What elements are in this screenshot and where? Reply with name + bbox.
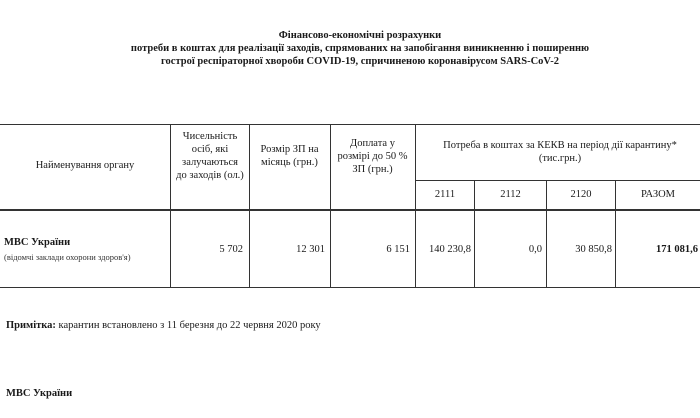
row-persons: 5 702 <box>219 244 243 255</box>
col-divider <box>249 124 250 287</box>
kekv-sub-rule <box>415 180 700 181</box>
header-bonus: Доплата у розмірі до 50 % ЗП (грн.) <box>337 138 408 175</box>
row-org-name: МВС України <box>4 237 71 248</box>
table-bottom-rule <box>0 287 700 288</box>
header-org: Найменування органу <box>35 160 135 171</box>
row-total: 171 081,6 <box>656 244 698 255</box>
col-divider <box>330 124 331 287</box>
title-line-2: потреби в коштах для реалізації заходів, спрямованих на запобігання виникненню і поширенню <box>130 43 590 54</box>
header-code-2112: 2112 <box>500 189 521 200</box>
header-bottom-rule <box>0 209 700 211</box>
header-persons: Чисельність осіб, які залучаються до заходів (ол.) <box>176 131 244 181</box>
header-salary: Розмір ЗП на місяць (грн.) <box>260 144 319 168</box>
row-kekv-2112: 0,0 <box>528 244 542 255</box>
row-bonus: 6 151 <box>386 244 410 255</box>
row-org-subtitle: (відомчі заклади охорони здоров'я) <box>4 252 131 262</box>
row-kekv-2111: 140 230,8 <box>429 244 471 255</box>
signature-org: МВС України <box>6 388 73 399</box>
note <box>6 320 321 331</box>
note-text: карантин встановлено з 11 березня до 22 червня 2020 року <box>58 320 321 331</box>
title-line-3: гострої респіраторної хвороби COVID-19, спричиненою коронавірусом SARS-CoV-2 <box>161 56 559 67</box>
header-need: Потреба в коштах за КЕКВ на період дії карантину* (тис.грн.) <box>443 140 677 164</box>
table-top-rule <box>0 124 700 125</box>
header-code-2120: 2120 <box>570 189 592 200</box>
note-label: Примітка: <box>6 320 56 331</box>
document-title <box>80 29 640 68</box>
col-divider <box>170 124 171 287</box>
title-line-1: Фінансово-економічні розрахунки <box>278 30 442 41</box>
header-code-2111: 2111 <box>434 189 456 200</box>
row-salary: 12 301 <box>296 244 325 255</box>
row-kekv-2120: 30 850,8 <box>575 244 612 255</box>
header-total: РАЗОМ <box>641 189 675 200</box>
col-divider <box>415 124 416 287</box>
